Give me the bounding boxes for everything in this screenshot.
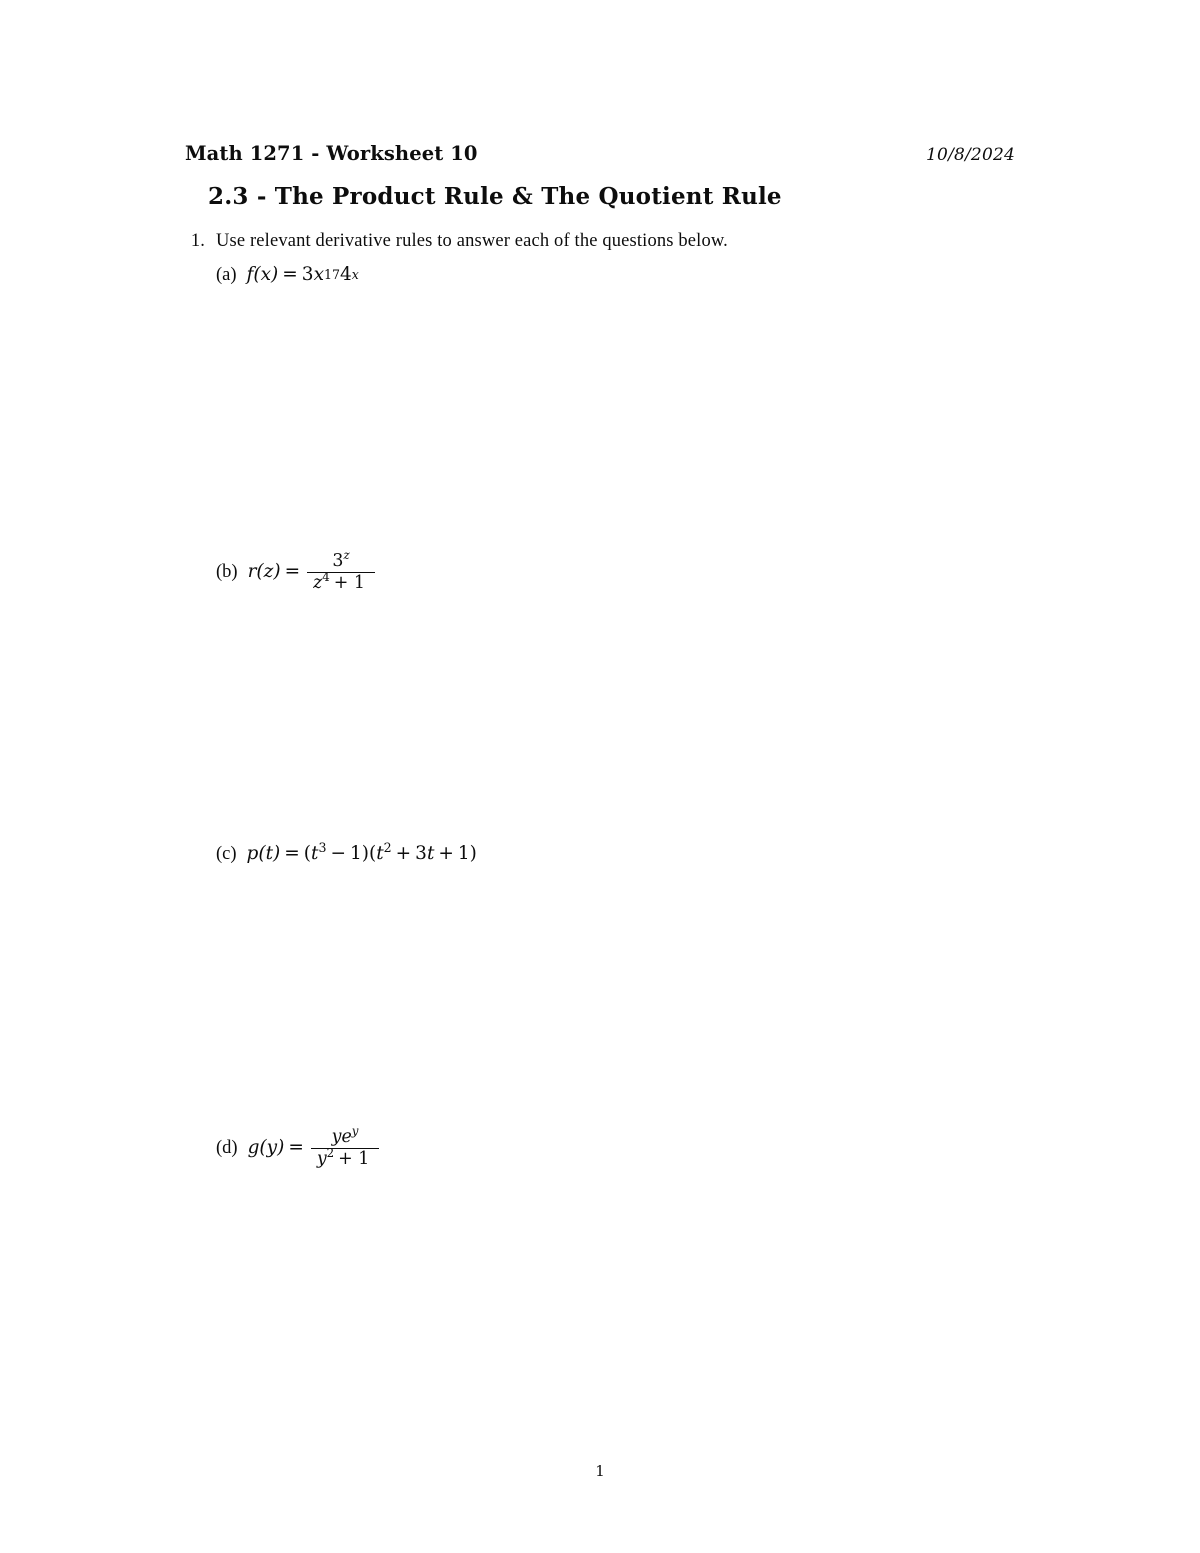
part-d-equals: = [288, 1137, 304, 1159]
document-date: 10/8/2024 [926, 145, 1015, 165]
part-a-lhs: f(x) [246, 264, 279, 285]
answer-space-d[interactable] [216, 1180, 996, 1430]
part-d-fraction [311, 1124, 379, 1170]
part-label-c: (c) [216, 844, 237, 864]
problem-part-b [216, 548, 378, 594]
problem-text: Use relevant derivative rules to answer each of the questions below. [216, 231, 728, 251]
part-d-expression [247, 1124, 383, 1170]
answer-space-c[interactable] [216, 890, 996, 1115]
part-c-equals: = [284, 843, 300, 864]
part-c-lhs: p(t) [246, 843, 281, 864]
part-a-base: x [313, 264, 324, 285]
part-b-equals: = [284, 561, 301, 583]
page-number: 1 [595, 1462, 605, 1480]
part-d-numerator: $ye^y$ [331, 1124, 359, 1147]
part-label-a: (a) [216, 265, 237, 285]
part-a-base2: 4 [340, 264, 352, 285]
part-c-factor-1: $(t^3 - 1)$ [303, 839, 369, 864]
part-d-lhs: g(y) [247, 1137, 285, 1159]
problem-1 [185, 231, 1025, 252]
part-b-numerator: 3$^z$ [332, 548, 350, 571]
document-header [185, 142, 1015, 165]
part-d-denominator: $y^2 + 1$ [316, 1146, 370, 1170]
document-title: Math 1271 - Worksheet 10 [185, 142, 478, 165]
part-label-b: (b) [216, 562, 238, 583]
problem-number: 1. [190, 231, 205, 251]
problem-part-d [216, 1124, 382, 1170]
problem-part-c [216, 839, 477, 864]
part-b-denominator: $z^4 + 1$ [313, 570, 365, 594]
part-c-expression [246, 839, 477, 864]
part-b-fraction [307, 548, 375, 594]
part-a-equals: = [282, 264, 298, 285]
part-a-coefficient: 3 [301, 264, 314, 285]
answer-space-a[interactable] [216, 300, 996, 535]
problem-part-a [216, 266, 359, 285]
answer-space-b[interactable] [216, 600, 996, 830]
section-title: 2.3 - The Product Rule & The Quotient Rule [208, 183, 782, 210]
part-a-expression: f(x) = 3 x 17 4 x [246, 264, 359, 285]
part-label-d: (d) [216, 1138, 238, 1159]
part-b-lhs: r(z) [247, 561, 281, 583]
part-b-expression [247, 548, 378, 594]
part-c-factor-2: $(t^2 + 3t + 1)$ [368, 839, 477, 864]
